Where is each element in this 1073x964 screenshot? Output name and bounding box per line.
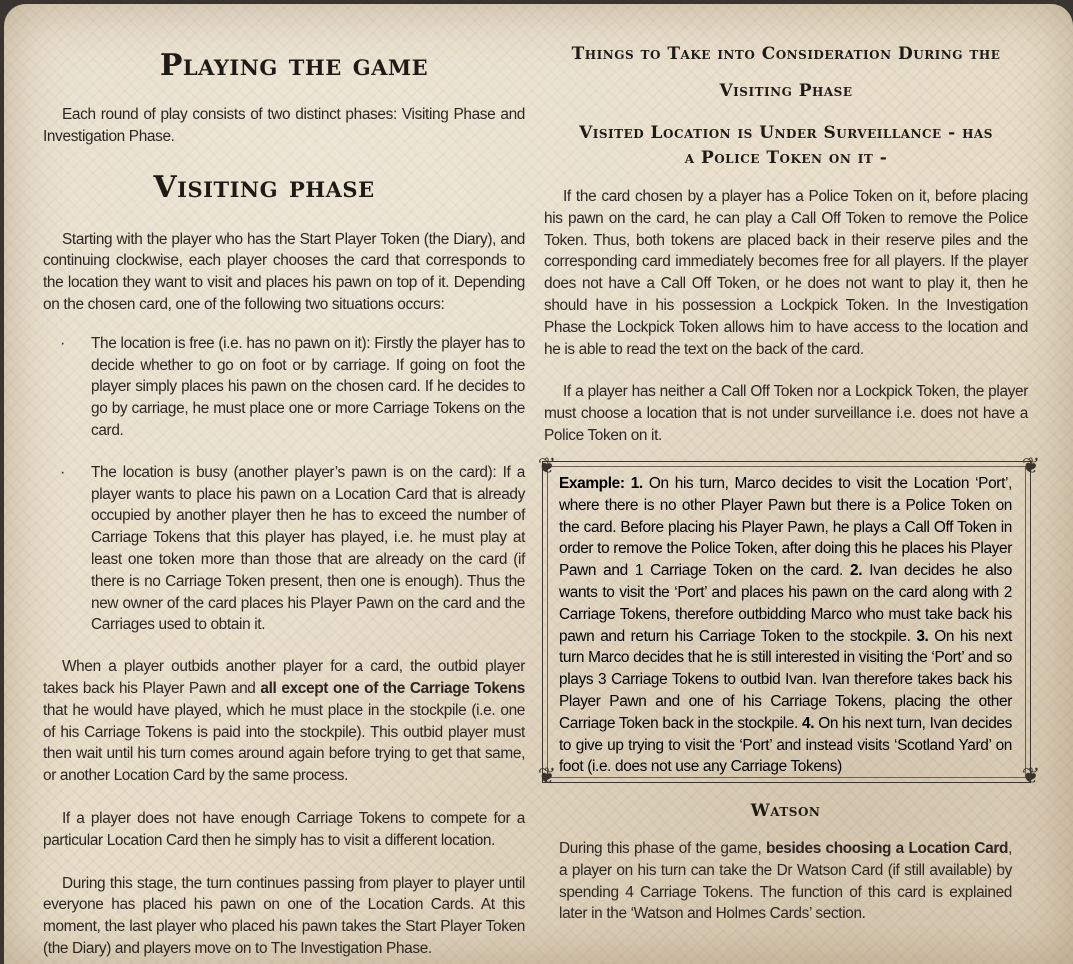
- not-enough-text: If a player does not have enough Carriage Tokens to compete for a particular Location Card then he simply has to visit a different location.: [43, 809, 525, 849]
- watson-section: [559, 796, 1012, 925]
- surveillance-text: If the card chosen by a player has a Police Token on it, before placing his pawn on the card, he can play a Call Off Token to remove the Police Token. Thus, both tokens are placed back in their reserve piles and the corresponding card immediately becomes free for all players. If the player does not have a Call Off Token, or he does not want to play it, then he should have in his possession a Lockpick Token. In the Investigation Phase the Lockpick Token allows him to have access to the location and he is able to read the text on the back of the card.: [544, 188, 1028, 358]
- example-step-number: 4.: [802, 714, 815, 732]
- bullet-free-text: · The location is free (i.e. has no pawn on it): Firstly the player has to decide whether to go on foot or by carriage. If going on foot the player simply places his pawn on the chosen card. If he decides to go by carriage, he must place one or more Carriage Tokens on the card.: [91, 334, 525, 439]
- ornament-top-right-icon: ❦: [1021, 453, 1041, 478]
- watson-bold-text: besides choosing a Location Card: [766, 840, 1009, 857]
- example-text-block: [559, 473, 1012, 778]
- example-step-text: On his next turn, Ivan decides to give up trying to visit the ‘Port’ and instead visits ‘Scotland Yard’ on foot (i.e. does not use any Carriage Tokens): [559, 714, 1012, 776]
- visiting-text: Starting with the player who has the Start Player Token (the Diary), and continuing clockwise, each player chooses the card that corresponds to the location they want to visit and places his pawn on top of it. Depending on the chosen card, one of the following two situations occurs:: [43, 230, 525, 313]
- visiting-phase-heading: Visiting phase: [153, 169, 375, 205]
- example-step-text: On his next turn Marco decides that he is still interested in visiting the ‘Port’ and so plays 3 Carriage Tokens to outbid Ivan. Ivan therefore takes back his Player Pawn and one of his Carriage Tokens, placing the other Carriage Token back in the stockpile.: [559, 627, 1012, 732]
- example-step-text: Ivan decides he also wants to visit the ‘Port’ and places his pawn on the card along with 2 Carriage Tokens, therefore outbidding Marco who must take back his pawn and return his Carriage Token to the stockpile.: [559, 562, 1012, 645]
- watson-heading: Watson: [750, 801, 821, 821]
- example-label: Example:: [559, 475, 625, 492]
- outbid-text-end: that he would have played, which he must place in the stockpile (i.e. one of his Carriage Tokens is paid into the stockpile). This outbid player must then wait until his turn comes around again before trying to get that same, or another Location Card by the same process.: [43, 701, 525, 785]
- surveillance-paragraph-2: [544, 381, 1028, 446]
- intro-paragraph: [43, 104, 525, 148]
- during-stage-text: During this stage, the turn continues passing from player to player until everyone has placed his pawn on one of the Location Cards. At this moment, the last player who placed his pawn takes the Start Player Token (the Diary) and players move on to The Investigation Phase.: [43, 874, 525, 957]
- surveillance-paragraph: [544, 186, 1028, 360]
- right-column: [544, 36, 1028, 447]
- list-item: [43, 333, 525, 442]
- not-enough-paragraph: [43, 808, 525, 852]
- example-step-number: 3.: [916, 627, 929, 645]
- during-stage-paragraph: [43, 873, 525, 960]
- left-column: [43, 46, 525, 960]
- example-paragraph: [559, 473, 1012, 778]
- outbid-paragraph: [43, 656, 525, 787]
- surveillance-heading: Visited Location is Under Surveillance - has a Police Token on it -: [579, 123, 993, 168]
- outbid-bold-text: all except one of the Carriage Tokens: [260, 679, 526, 697]
- watson-text: During this phase of the game,: [559, 840, 767, 857]
- ornament-bottom-right-icon: ❦: [1021, 763, 1041, 788]
- bullet-busy-text: · The location is busy (another player’s pawn is on the card): If a player wants to place his pawn on a Location Card that is already occupied by another player then he has to exceed the number of Carriage Tokens that this player has played, i.e. he must play at least one token more than those that are already on the card (if there is no Carriage Token present, then one is enough). Thus the new owner of the card places his Player Pawn on the card and the Carriages used to obtain it.: [91, 463, 525, 634]
- playing-the-game-heading: Playing the game: [159, 48, 429, 83]
- example-step-text: On his turn, Marco decides to visit the Location ‘Port’, where there is no other Player Pawn but there is a Police Token on the card. Before placing his Player Pawn, he plays a Call Off Token in order to remove the Police Token, after doing this he places his Player Pawn and 1 Carriage Token on the card.: [559, 475, 1012, 580]
- situation-list: [43, 333, 525, 636]
- watson-text-end: , a player on his turn can take the Dr Watson Card (if still available) by spending 4 Carriage Tokens. The function of this card is explained later in the ‘Watson and Holmes Cards’ section.: [559, 840, 1012, 923]
- ornament-bottom-left-icon: ❦: [537, 763, 557, 788]
- outbid-text: When a player outbids another player for a card, the outbid player takes back his Player Pawn and: [43, 658, 525, 697]
- list-item: [43, 462, 525, 636]
- surveillance-text-2: If a player has neither a Call Off Token nor a Lockpick Token, the player must choose a location that is not under surveillance i.e. does not have a Police Token on it.: [544, 383, 1028, 444]
- visiting-paragraph: [43, 229, 525, 316]
- ornament-top-left-icon: ❦: [537, 453, 557, 478]
- watson-paragraph: [559, 838, 1012, 925]
- example-step-number: 1.: [630, 475, 643, 492]
- things-heading: Things to Take into Consideration During the Visiting Phase: [571, 44, 1001, 101]
- example-step-number: 2.: [850, 562, 863, 580]
- intro-text: Each round of play consists of two distinct phases: Visiting Phase and Investigation Phase.: [43, 106, 525, 145]
